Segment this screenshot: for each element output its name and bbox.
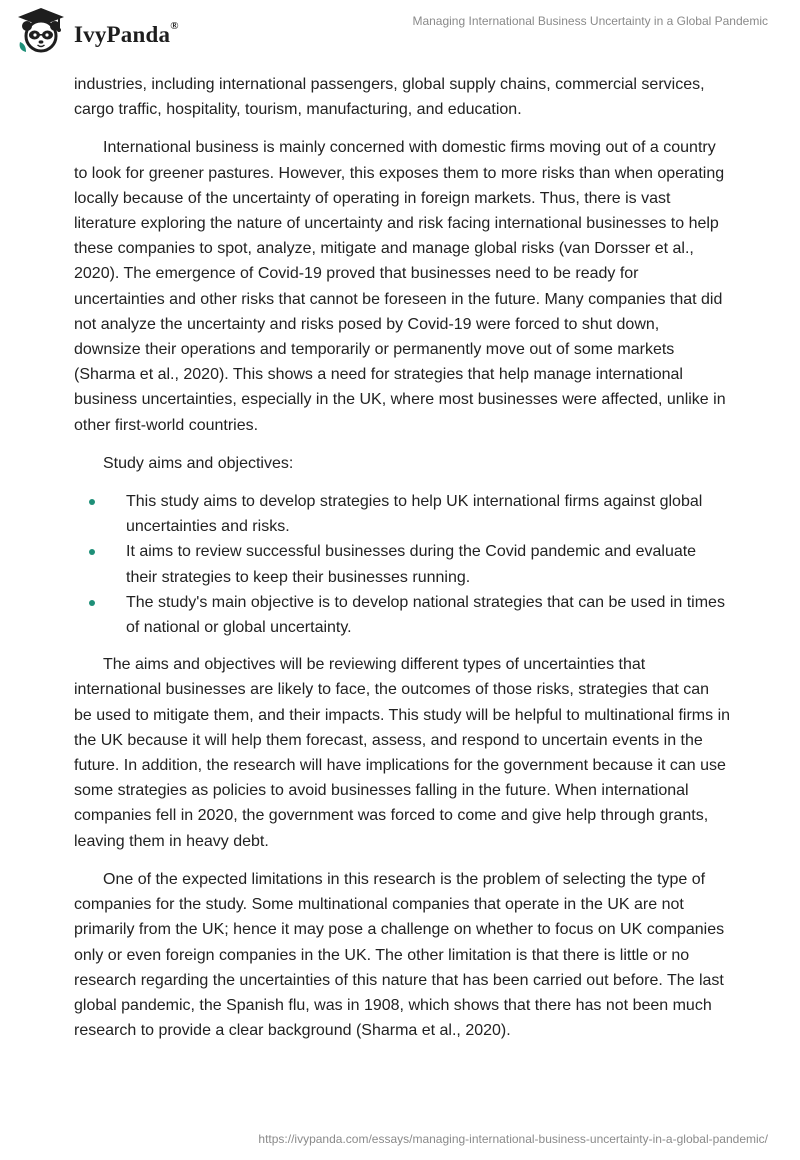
aims-list-item-text: This study aims to develop strategies to help UK international firms against global uncertainties and risks. [126, 493, 703, 536]
aims-heading: Study aims and objectives: [103, 454, 294, 472]
aims-list-item-text: It aims to review successful businesses during the Covid pandemic and evaluate their strategies to keep their businesses running. [126, 543, 697, 586]
bullet-icon [89, 549, 95, 555]
page-header [0, 0, 800, 66]
source-url-link[interactable]: https://ivypanda.com/essays/managing-international-business-uncertainty-in-a-global-pandemic/ [258, 1132, 768, 1146]
paragraph-limitations: One of the expected limitations in this research is the problem of selecting the type of companies for the study. Some multinational companies that operate in the UK are not primarily from the UK; hence it may pose a challenge on whether to focus on UK companies only or even foreign companies in the UK. The other limitation is that there is little or no research regarding the uncertainties of this nature that has been carried out before. The last global pandemic, the Spanish flu, was in 1908, which shows that there has not been much research to provide a clear background (Sharma et al., 2020). [74, 870, 725, 1040]
essay-body [74, 72, 730, 1056]
ivypanda-logo[interactable] [14, 6, 214, 56]
paragraph-continued: industries, including international passengers, global supply chains, commercial services, cargo traffic, hospitality, tourism, manufacturing, and education. [74, 76, 705, 119]
logo-wordmark: IvyPanda® [74, 20, 179, 47]
aims-list-item-text: The study's main objective is to develop national strategies that can be used in times of national or global uncertainty. [126, 593, 725, 637]
bullet-icon [89, 600, 95, 606]
aims-list [74, 489, 730, 640]
aims-list-item [74, 489, 730, 539]
aims-list-item [74, 539, 730, 589]
aims-list-item [74, 590, 730, 640]
paragraph-international-business: International business is mainly concerned with domestic firms moving out of a country to look for greener pastures. However, this exposes them to more risks than when operating locally because of the uncertainty of operating in foreign markets. Thus, there is vast literature exploring the nature of uncertainty and risk facing international businesses to help these companies to spot, analyze, mitigate and manage global risks (van Dorsser et al., 2020). The emergence of Covid-19 proved that businesses need to be ready for uncertainties and other risks that cannot be foreseen in the future. Many companies that did not analyze the uncertainty and risks posed by Covid-19 were forced to shut down, downsize their operations and temporarily or permanently move out of some markets (Sharma et al., 2020). This shows a need for strategies that help manage international business uncertainties, especially in the UK, where most businesses were affected, unlike in other first-world countries. [74, 139, 726, 434]
bullet-icon [89, 499, 95, 505]
panda-logo-icon [14, 6, 68, 54]
document-title: Managing International Business Uncertainty in a Global Pandemic [412, 14, 768, 28]
paragraph-aims-review: The aims and objectives will be reviewing different types of uncertainties that international businesses are likely to face, the outcomes of those risks, strategies that can be used to mitigate them, and their impacts. This study will be helpful to multinational firms in the UK because it will help them forecast, assess, and respond to uncertain events in the future. In addition, the research will have implications for the government because it can use some strategies as policies to avoid businesses falling in the future. When international companies fell in 2020, the government was forced to come and give help through grants, leaving them in heavy debt. [74, 656, 731, 850]
